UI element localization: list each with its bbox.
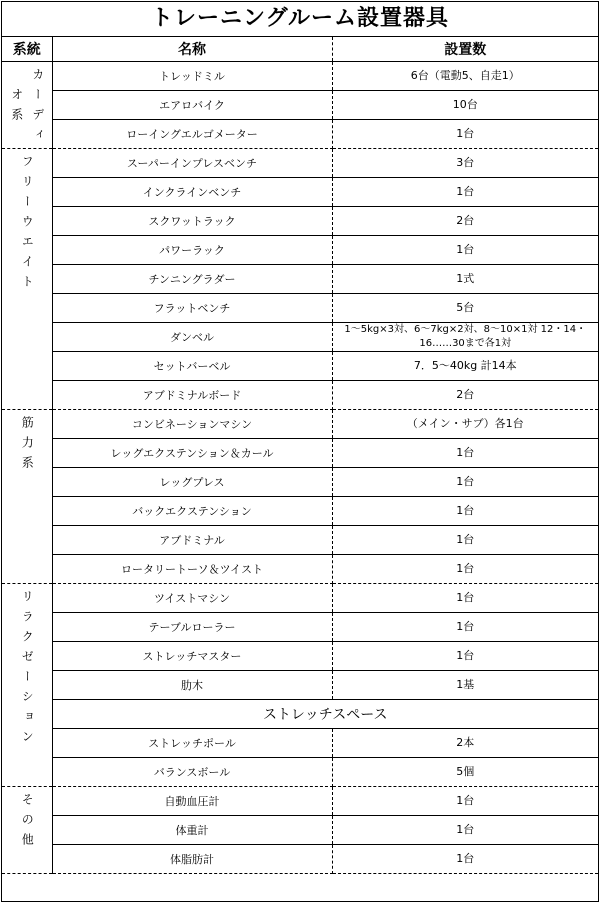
page-title: トレーニングルーム設置器具 bbox=[2, 2, 598, 37]
table-row bbox=[2, 497, 598, 526]
item-quantity: 1台 bbox=[332, 642, 598, 671]
item-name: インクラインベンチ bbox=[52, 178, 332, 207]
item-quantity: 1台 bbox=[332, 236, 598, 265]
item-name: スーパーインプレスベンチ bbox=[52, 149, 332, 178]
category-cell bbox=[2, 787, 52, 874]
item-name: アブドミナルボード bbox=[52, 381, 332, 410]
table-row bbox=[2, 178, 598, 207]
table-row bbox=[2, 236, 598, 265]
item-name: バックエクステンション bbox=[52, 497, 332, 526]
table-row bbox=[2, 91, 598, 120]
category-label: リラクゼーション bbox=[20, 590, 35, 750]
category-label: フリーウエイト bbox=[20, 155, 35, 295]
table-row bbox=[2, 352, 598, 381]
header-row bbox=[2, 37, 598, 62]
item-quantity: 1台 bbox=[332, 555, 598, 584]
item-quantity: 1台 bbox=[332, 526, 598, 555]
item-quantity: 5個 bbox=[332, 758, 598, 787]
item-quantity: 1台 bbox=[332, 120, 598, 149]
table-row bbox=[2, 410, 598, 439]
table-row bbox=[2, 468, 598, 497]
subheading-row bbox=[2, 700, 598, 729]
item-quantity: 1台 bbox=[332, 178, 598, 207]
item-name: アブドミナル bbox=[52, 526, 332, 555]
item-quantity: 3台 bbox=[332, 149, 598, 178]
table-body bbox=[2, 62, 598, 874]
table-row bbox=[2, 584, 598, 613]
category-label: カーディオ系 bbox=[9, 68, 45, 148]
table-row bbox=[2, 787, 598, 816]
table-row bbox=[2, 555, 598, 584]
item-quantity: 1基 bbox=[332, 671, 598, 700]
subheading-cell: ストレッチスペース bbox=[52, 700, 598, 729]
table-row bbox=[2, 62, 598, 91]
table-row bbox=[2, 845, 598, 874]
table-row bbox=[2, 149, 598, 178]
category-label: その他 bbox=[20, 793, 35, 853]
table-row bbox=[2, 642, 598, 671]
item-quantity: 1台 bbox=[332, 787, 598, 816]
table-row bbox=[2, 526, 598, 555]
category-cell bbox=[2, 149, 52, 410]
item-name: バランスボール bbox=[52, 758, 332, 787]
item-name: 体重計 bbox=[52, 816, 332, 845]
table-row bbox=[2, 729, 598, 758]
item-name: スクワットラック bbox=[52, 207, 332, 236]
item-name: ダンベル bbox=[52, 323, 332, 352]
table-row bbox=[2, 323, 598, 352]
table-row bbox=[2, 439, 598, 468]
item-name: フラットベンチ bbox=[52, 294, 332, 323]
table-row bbox=[2, 758, 598, 787]
table-row bbox=[2, 381, 598, 410]
item-quantity: 5台 bbox=[332, 294, 598, 323]
item-name: ローイングエルゴメーター bbox=[52, 120, 332, 149]
item-quantity: 2台 bbox=[332, 381, 598, 410]
equipment-sheet bbox=[1, 1, 599, 902]
item-name: レッグプレス bbox=[52, 468, 332, 497]
item-name: エアロバイク bbox=[52, 91, 332, 120]
table-row bbox=[2, 120, 598, 149]
item-quantity: 1台 bbox=[332, 845, 598, 874]
item-name: 肋木 bbox=[52, 671, 332, 700]
item-name: トレッドミル bbox=[52, 62, 332, 91]
item-quantity: 10台 bbox=[332, 91, 598, 120]
header-name: 名称 bbox=[52, 37, 332, 62]
item-quantity: 2台 bbox=[332, 207, 598, 236]
item-name: コンビネーションマシン bbox=[52, 410, 332, 439]
item-quantity: 1台 bbox=[332, 816, 598, 845]
item-name: ロータリートーソ＆ツイスト bbox=[52, 555, 332, 584]
category-cell bbox=[2, 410, 52, 584]
table-row bbox=[2, 294, 598, 323]
table-row bbox=[2, 816, 598, 845]
item-quantity: 1台 bbox=[332, 497, 598, 526]
item-name: パワーラック bbox=[52, 236, 332, 265]
item-quantity: 6台（電動5、自走1） bbox=[332, 62, 598, 91]
category-label: 筋力系 bbox=[20, 416, 35, 476]
item-name: 体脂肪計 bbox=[52, 845, 332, 874]
item-name: セットバーベル bbox=[52, 352, 332, 381]
item-name: ツイストマシン bbox=[52, 584, 332, 613]
item-quantity: （メイン・サブ）各1台 bbox=[332, 410, 598, 439]
category-cell bbox=[2, 584, 52, 787]
item-name: テーブルローラー bbox=[52, 613, 332, 642]
item-name: チンニングラダー bbox=[52, 265, 332, 294]
item-quantity: 1台 bbox=[332, 584, 598, 613]
item-name: ストレッチマスター bbox=[52, 642, 332, 671]
item-name: レッグエクステンション＆カール bbox=[52, 439, 332, 468]
category-cell bbox=[2, 62, 52, 149]
table-row bbox=[2, 613, 598, 642]
table-row bbox=[2, 265, 598, 294]
item-quantity: 1台 bbox=[332, 613, 598, 642]
item-quantity: 1式 bbox=[332, 265, 598, 294]
table-row bbox=[2, 207, 598, 236]
header-category: 系統 bbox=[2, 37, 52, 62]
item-name: ストレッチポール bbox=[52, 729, 332, 758]
equipment-table bbox=[2, 37, 598, 874]
item-quantity: 1台 bbox=[332, 439, 598, 468]
table-row bbox=[2, 671, 598, 700]
item-quantity: 1台 bbox=[332, 468, 598, 497]
header-quantity: 設置数 bbox=[332, 37, 598, 62]
item-name: 自動血圧計 bbox=[52, 787, 332, 816]
item-quantity: 2本 bbox=[332, 729, 598, 758]
item-quantity: 7．5～40kg 計14本 bbox=[332, 352, 598, 381]
item-quantity: 1～5kg×3対、6～7kg×2対、8～10×1対 12・14・16……30まで各1対 bbox=[332, 323, 598, 352]
